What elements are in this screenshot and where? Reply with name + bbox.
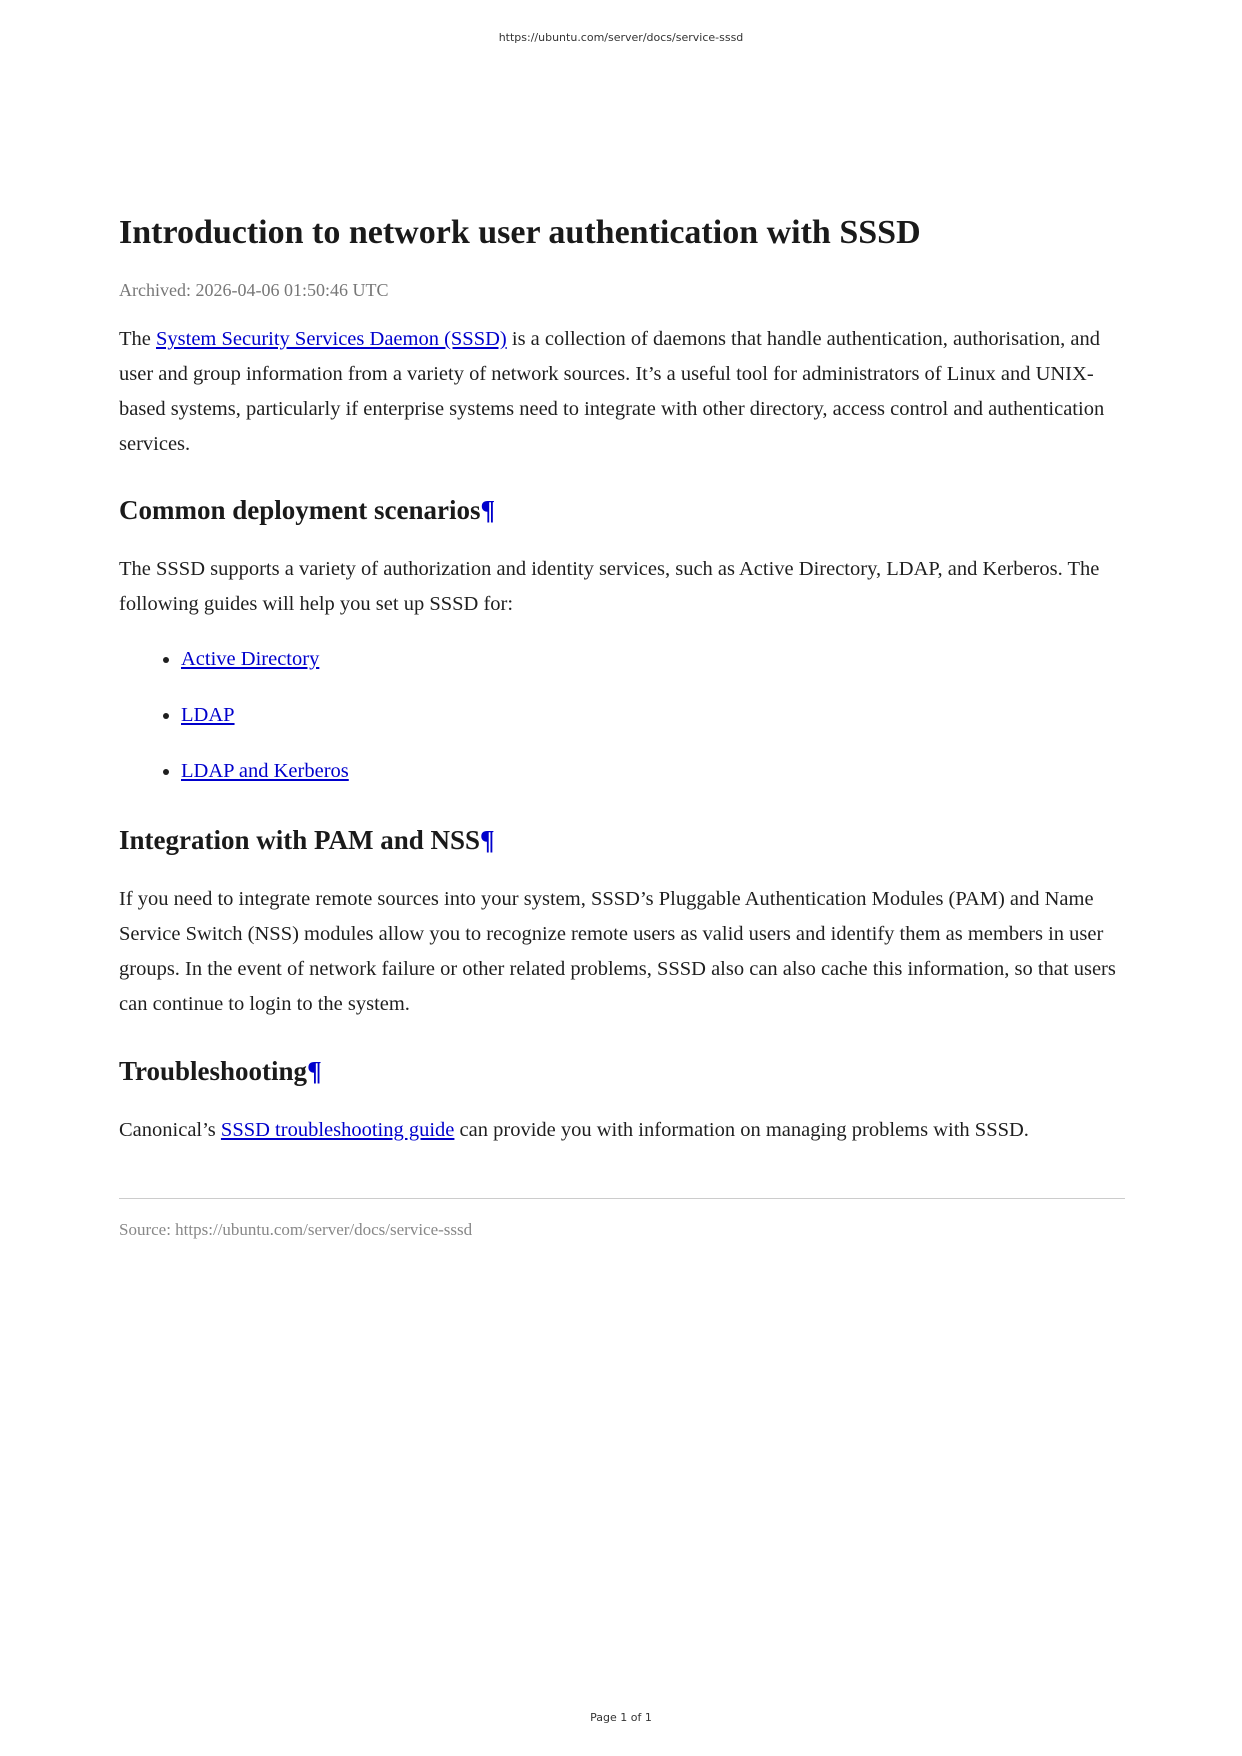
intro-paragraph <box>119 322 1125 462</box>
ldap-kerberos-link[interactable]: LDAP and Kerberos <box>181 760 349 782</box>
anchor-link-pam-nss[interactable]: ¶ <box>480 825 495 855</box>
heading-text: Common deployment scenarios <box>119 495 481 525</box>
troubleshooting-guide-link[interactable]: SSSD troubleshooting guide <box>220 1119 455 1141</box>
heading-text: Integration with PAM and NSS <box>119 825 481 855</box>
sssd-link[interactable]: System Security Services Daemon (SSSD) <box>156 328 507 350</box>
section-heading-pam-nss <box>119 822 1125 858</box>
list-item <box>181 754 1125 789</box>
intro-prefix: The <box>119 328 156 350</box>
heading-text: Troubleshooting <box>119 1056 308 1086</box>
deployment-paragraph: The SSSD supports a variety of authorization and identity services, such as Active Directory, LDAP, and Kerberos. The following guides will help you set up SSSD for: <box>119 558 1100 615</box>
page-number: Page 1 of 1 <box>590 1711 652 1724</box>
guide-list <box>119 642 1125 789</box>
section-heading-deployment <box>119 492 1125 528</box>
active-directory-link[interactable]: Active Directory <box>181 648 320 670</box>
troubleshooting-paragraph <box>119 1113 1125 1148</box>
archived-timestamp: Archived: 2026-04-06 01:50:46 UTC <box>119 280 389 300</box>
divider <box>119 1198 1125 1199</box>
page-url-header: https://ubuntu.com/server/docs/service-sssd <box>498 31 744 44</box>
pam-nss-paragraph: If you need to integrate remote sources into your system, SSSD’s Pluggable Authentication Modules (PAM) and Name Service Switch (NSS) modules allow you to recognize remote users as valid users and identify them as members in user groups. In the event of network failure or other related problems, SSSD also can also cache this information, so that users can continue to login to the system. <box>119 888 1116 1015</box>
section-heading-troubleshooting <box>119 1053 1125 1089</box>
list-item <box>181 698 1125 733</box>
anchor-link-deployment[interactable]: ¶ <box>480 495 496 525</box>
anchor-link-troubleshooting[interactable]: ¶ <box>307 1056 322 1086</box>
source-line: Source: https://ubuntu.com/server/docs/service-sssd <box>119 1220 473 1239</box>
troubleshooting-prefix: Canonical’s <box>119 1119 221 1141</box>
intro-suffix: is a collection of daemons that handle authentication, authorisation, and user and group information from a variety of network sources. It’s a useful tool for administrators of Linux and UNIX-based systems, particularly if enterprise systems need to integrate with other directory, access control and authentication services. <box>119 328 1105 455</box>
ldap-link[interactable]: LDAP <box>181 704 235 726</box>
list-item <box>181 642 1125 677</box>
article <box>119 210 1125 1241</box>
troubleshooting-suffix: can provide you with information on managing problems with SSSD. <box>454 1119 1029 1141</box>
page-title: Introduction to network user authentication with SSSD <box>119 214 921 251</box>
